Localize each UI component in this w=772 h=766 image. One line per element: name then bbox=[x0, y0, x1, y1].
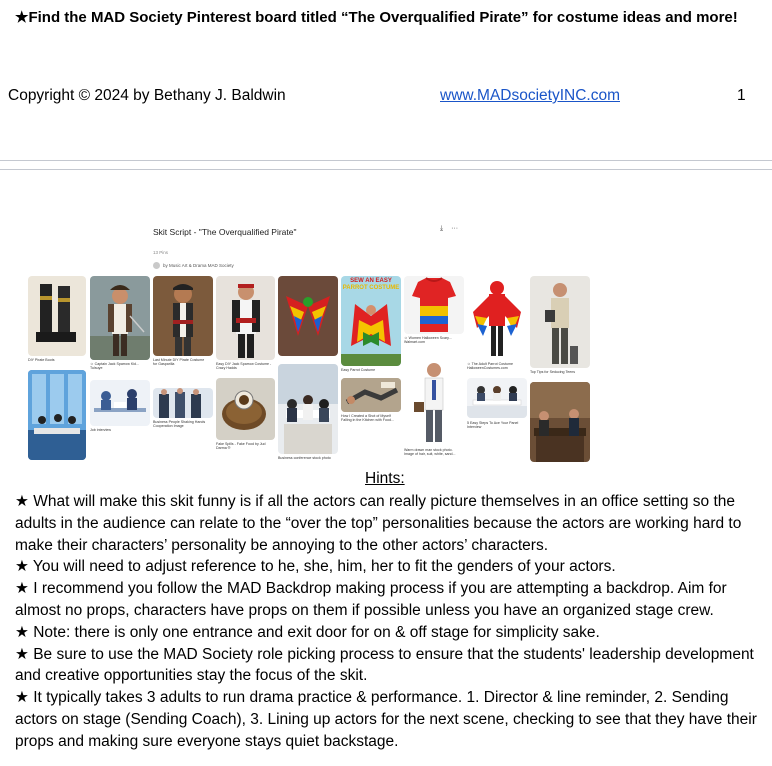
pin-adult-parrot-costume bbox=[467, 276, 527, 360]
hint-item: ★ It typically takes 3 adults to run drama practice & performance. 1. Director & line reminder, 2. Sending actors on stage (Sending Coach), 3. Lining up actors for the next scene, checking to see that they have their props and making sure everyone stays quiet backstage. bbox=[15, 689, 757, 750]
pin-diy-jack-sparrow bbox=[216, 276, 275, 360]
share-icon: ⤓ bbox=[440, 225, 444, 232]
poster-line-2: PARROT COSTUME bbox=[342, 285, 400, 291]
board-owner bbox=[153, 262, 234, 269]
pin-caption: Business conference stock photo bbox=[278, 456, 331, 460]
pinterest-board-screenshot bbox=[22, 218, 597, 468]
poster-line-1: SEW AN EASY bbox=[350, 278, 392, 284]
board-actions bbox=[440, 225, 458, 233]
board-title: Skit Script - "The Overqualified Pirate" bbox=[153, 227, 297, 237]
pin-caption: Fake Spills - Fake Food by Jud Darma ® bbox=[216, 442, 266, 451]
pin-office-desk bbox=[530, 382, 590, 462]
pin-caption: Top Tips for Seducing Teens bbox=[530, 370, 576, 374]
hint-item: ★ I recommend you follow the MAD Backdrop making process if you are attempting a backdrop. Aim for almost no props, characters have props on them if possible unless you have an organized stage crew. bbox=[15, 580, 727, 619]
hint-item: ★ Note: there is only one entrance and exit door for on & off stage for simplicity sake. bbox=[15, 623, 600, 641]
board-pin-count: 13 Pins bbox=[153, 250, 169, 255]
copyright-text: Copyright © 2024 by Bethany J. Baldwin bbox=[8, 87, 286, 104]
pin-stock-man bbox=[404, 358, 464, 446]
pin-caption: ☺ Women Halloween Scary... Walmart.com bbox=[404, 336, 452, 345]
pin-caption: Easy DIY Jack Sparrow Costume - Crazy Hadds bbox=[216, 362, 272, 371]
pin-easy-parrot-costume bbox=[341, 276, 401, 366]
hints-heading: Hints: bbox=[365, 470, 405, 487]
pin-caption: DIY Pirate Boots bbox=[28, 358, 55, 362]
owner-avatar bbox=[153, 262, 160, 269]
page-footer bbox=[0, 87, 772, 107]
hint-item: ★ You will need to adjust reference to he, she, him, her to fit the genders of your actors. bbox=[15, 558, 616, 576]
pin-fake-spills bbox=[216, 378, 275, 440]
pin-caption: Last Minute DIY Pirate Costume for Gasparilla bbox=[153, 358, 205, 367]
pin-business-conference bbox=[278, 364, 338, 454]
pin-panel-interview bbox=[467, 378, 527, 418]
pin-caption: Warm drawn man stock photo. Image of hair, suit, white, sand... bbox=[404, 448, 456, 457]
pin-caption: Business People Shaking Hands Cooperation Image bbox=[153, 420, 206, 429]
pin-caption: Job interview bbox=[90, 428, 111, 432]
owner-name: by Music Art & Drama MAD Society bbox=[163, 263, 234, 268]
pin-diy-pirate-costume bbox=[153, 276, 213, 356]
pin-business-handshake bbox=[153, 388, 213, 418]
website-link[interactable]: www.MADsocietyINC.com bbox=[440, 87, 620, 104]
pin-teacher-standing bbox=[530, 276, 590, 368]
pin-job-interview bbox=[90, 380, 150, 426]
pinterest-tip: ★Find the MAD Society Pinterest board titled “The Overqualified Pirate” for costume ideas and more! bbox=[15, 9, 738, 26]
page-separator bbox=[0, 160, 772, 170]
more-options-icon: ··· bbox=[451, 225, 459, 232]
pin-caption: 5 Easy Steps To Ace Your Panel Interview bbox=[467, 421, 519, 430]
pin-office-meeting bbox=[28, 370, 86, 460]
pin-pirate-boots bbox=[28, 276, 86, 356]
poster-headline bbox=[341, 278, 401, 292]
pin-women-halloween bbox=[404, 276, 464, 334]
hint-item: ★ What will make this skit funny is if all the actors can really picture themselves in an office setting so the adults in the audience can relate to the “over the top” personalities because the actors are working hard to make their characters’ personality be annoying to the other actors’ characters. bbox=[15, 493, 742, 554]
pin-caption: Easy Parrot Costume bbox=[341, 368, 376, 372]
pin-parrot-wings bbox=[278, 276, 338, 356]
pin-caption: ☺ Captain Jack Sparrow Kid... Tulsuye bbox=[90, 362, 140, 371]
page-number: 1 bbox=[737, 87, 746, 104]
pin-falling-kitchen bbox=[341, 378, 401, 412]
hint-item: ★ Be sure to use the MAD Society role picking process to ensure that the students' leadership development and creative opportunities stay the focus of the skit. bbox=[15, 645, 754, 685]
pin-caption: How I Created a Shot of Myself Falling in the Kitchen with Food... bbox=[341, 414, 394, 423]
hints-list bbox=[15, 491, 765, 753]
pin-jack-sparrow-kid bbox=[90, 276, 150, 360]
pin-caption: ☺ The Adult Parrot Costume HalloweenCostumes.com bbox=[467, 362, 513, 371]
